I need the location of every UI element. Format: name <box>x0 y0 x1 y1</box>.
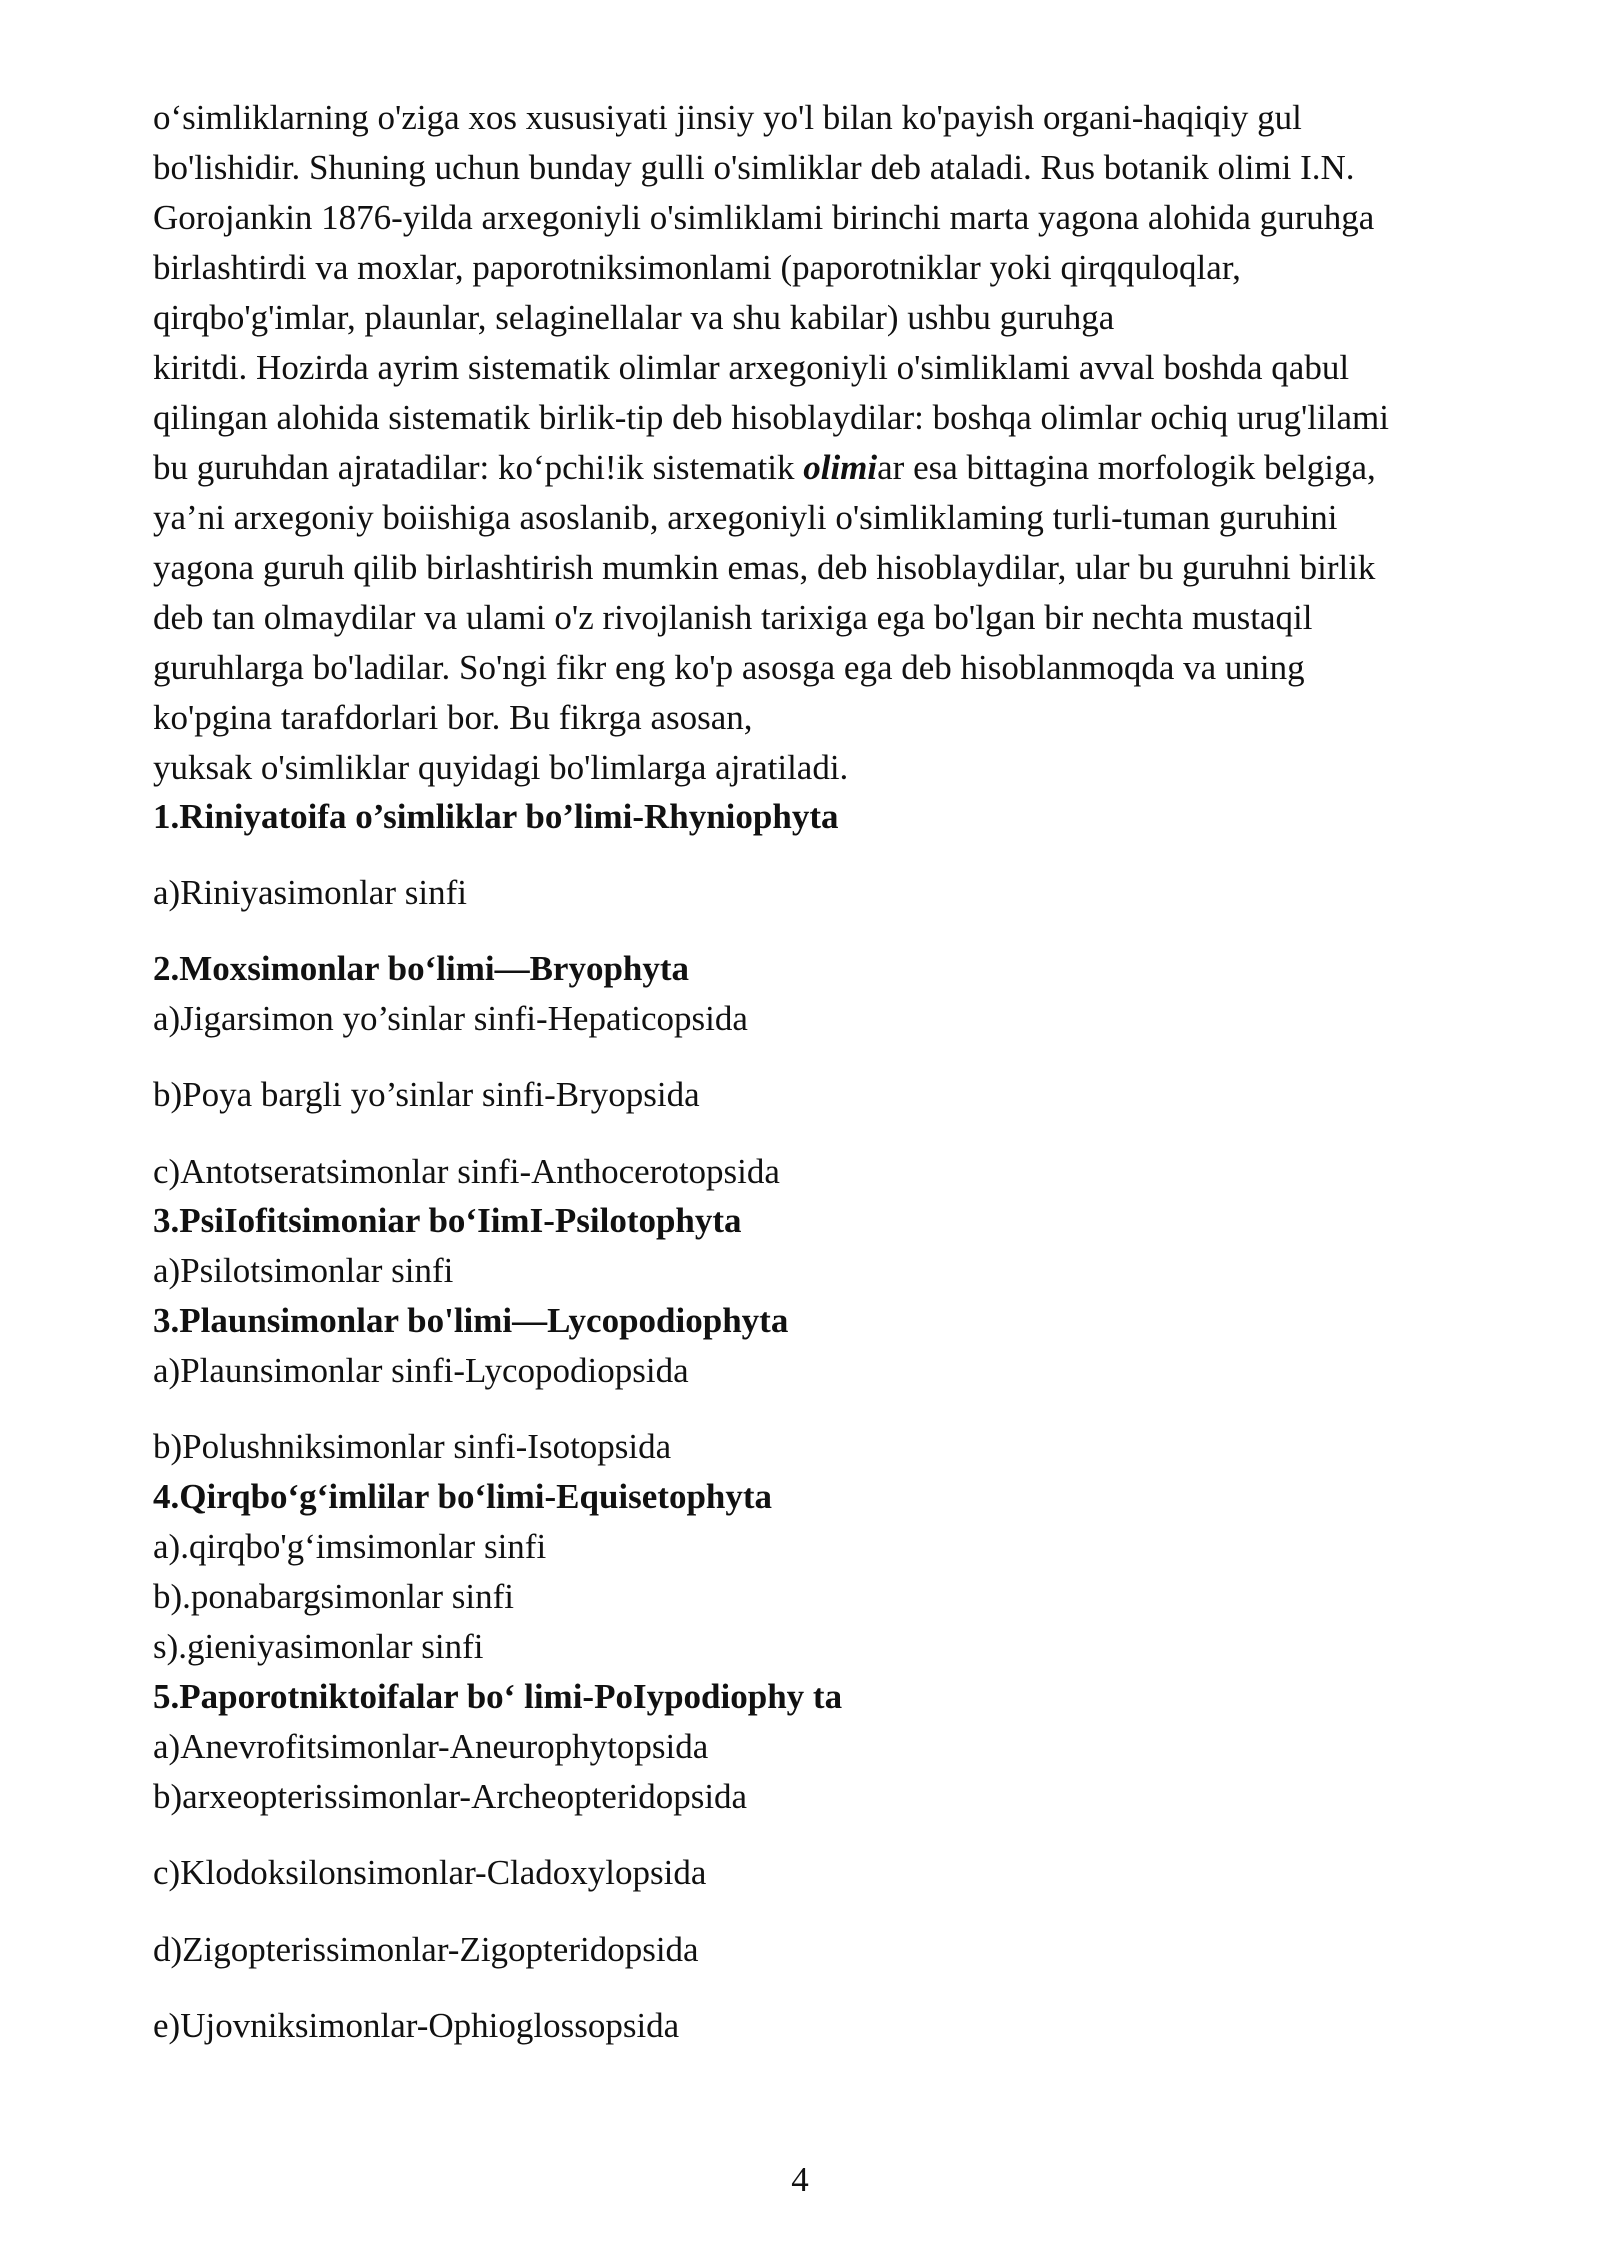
list-item: c)Klodoksilonsimonlar-Cladoxylopsida <box>153 1853 707 1892</box>
paragraph-line: Gorojankin 1876-yilda arxegoniyli o'simliklami birinchi marta yagona alohida guruhga <box>153 198 1375 237</box>
paragraph-line: kiritdi. Hozirda ayrim sistematik olimlar arxegoniyli o'simliklami avval boshda qabul <box>153 348 1350 387</box>
paragraph-line: qilingan alohida sistematik birlik-tip deb hisoblaydilar: boshqa olimlar ochiq urug'lilami <box>153 398 1389 437</box>
section-heading: 3.PsiIofitsimoniar bo‘IimI-Psilotophyta <box>153 1201 742 1240</box>
list-item: s).gieniyasimonlar sinfi <box>153 1627 484 1666</box>
list-item: b)arxeopterissimonlar-Archeopteridopsida <box>153 1777 748 1816</box>
list-item: b)Polushniksimonlar sinfi-Isotopsida <box>153 1427 672 1466</box>
paragraph-line: ko'pgina tarafdorlari bor. Bu fikrga asosan, <box>153 698 753 737</box>
paragraph-line: ya’ni arxegoniy boiishiga asoslanib, arxegoniyli o'simliklaming turli-tuman guruhini <box>153 498 1338 537</box>
paragraph-line: yuksak o'simliklar quyidagi bo'limlarga ajratiladi. <box>153 748 849 787</box>
paragraph-line: yagona guruh qilib birlashtirish mumkin emas, deb hisoblaydilar, ular bu guruhni birlik <box>153 548 1376 587</box>
section-heading: 3.Plaunsimonlar bo'limi—Lycopodiophyta <box>153 1301 789 1340</box>
paragraph-line: bo'lishidir. Shuning uchun bunday gulli o'simliklar deb ataladi. Rus botanik olimi I.N. <box>153 148 1355 187</box>
emphasized-word: olimi <box>803 448 878 487</box>
list-item: d)Zigopterissimonlar-Zigopteridopsida <box>153 1930 699 1969</box>
paragraph-line: guruhlarga bo'ladilar. So'ngi fikr eng ko'p asosga ega deb hisoblanmoqda va uning <box>153 648 1305 687</box>
section-heading: 2.Moxsimonlar bo‘limi—Bryophyta <box>153 949 690 988</box>
section-heading: 5.Paporotniktoifalar bo‘ limi-PoIypodiophy ta <box>153 1677 843 1716</box>
list-item: a)Riniyasimonlar sinfi <box>153 873 467 912</box>
section-heading: 1.Riniyatoifa o’simliklar bo’limi-Rhyniophyta <box>153 797 839 836</box>
section-heading: 4.Qirqbo‘g‘imlilar bo‘limi-Equisetophyta <box>153 1477 773 1516</box>
paragraph-line: o‘simliklarning o'ziga xos xususiyati jinsiy yo'l bilan ko'payish organi-haqiqiy gul <box>153 98 1302 137</box>
paragraph-text: ar esa bittagina morfologik belgiga, <box>877 448 1376 487</box>
list-item: a)Jigarsimon yo’sinlar sinfi-Hepaticopsida <box>153 999 748 1038</box>
list-item: b)Poya bargli yo’sinlar sinfi-Bryopsida <box>153 1075 700 1114</box>
list-item: a)Plaunsimonlar sinfi-Lycopodiopsida <box>153 1351 689 1390</box>
list-item: c)Antotseratsimonlar sinfi-Anthocerotopsida <box>153 1152 780 1191</box>
list-item: a).qirqbo'g‘imsimonlar sinfi <box>153 1527 547 1566</box>
paragraph-line: qirqbo'g'imlar, plaunlar, selaginellalar va shu kabilar) ushbu guruhga <box>153 298 1115 337</box>
list-item: e)Ujovniksimonlar-Ophioglossopsida <box>153 2006 680 2045</box>
paragraph-line <box>153 448 1376 488</box>
list-item: b).ponabargsimonlar sinfi <box>153 1577 514 1616</box>
paragraph-text: bu guruhdan ajratadilar: ko‘pchi!ik sistematik <box>153 448 804 487</box>
page-number: 4 <box>791 2160 809 2199</box>
paragraph-line: birlashtirdi va moxlar, paporotniksimonlami (paporotniklar yoki qirqquloqlar, <box>153 248 1241 287</box>
paragraph-line: deb tan olmaydilar va ulami o'z rivojlanish tarixiga ega bo'lgan bir nechta mustaqil <box>153 598 1313 637</box>
list-item: a)Anevrofitsimonlar-Aneurophytopsida <box>153 1727 709 1766</box>
list-item: a)Psilotsimonlar sinfi <box>153 1251 454 1290</box>
